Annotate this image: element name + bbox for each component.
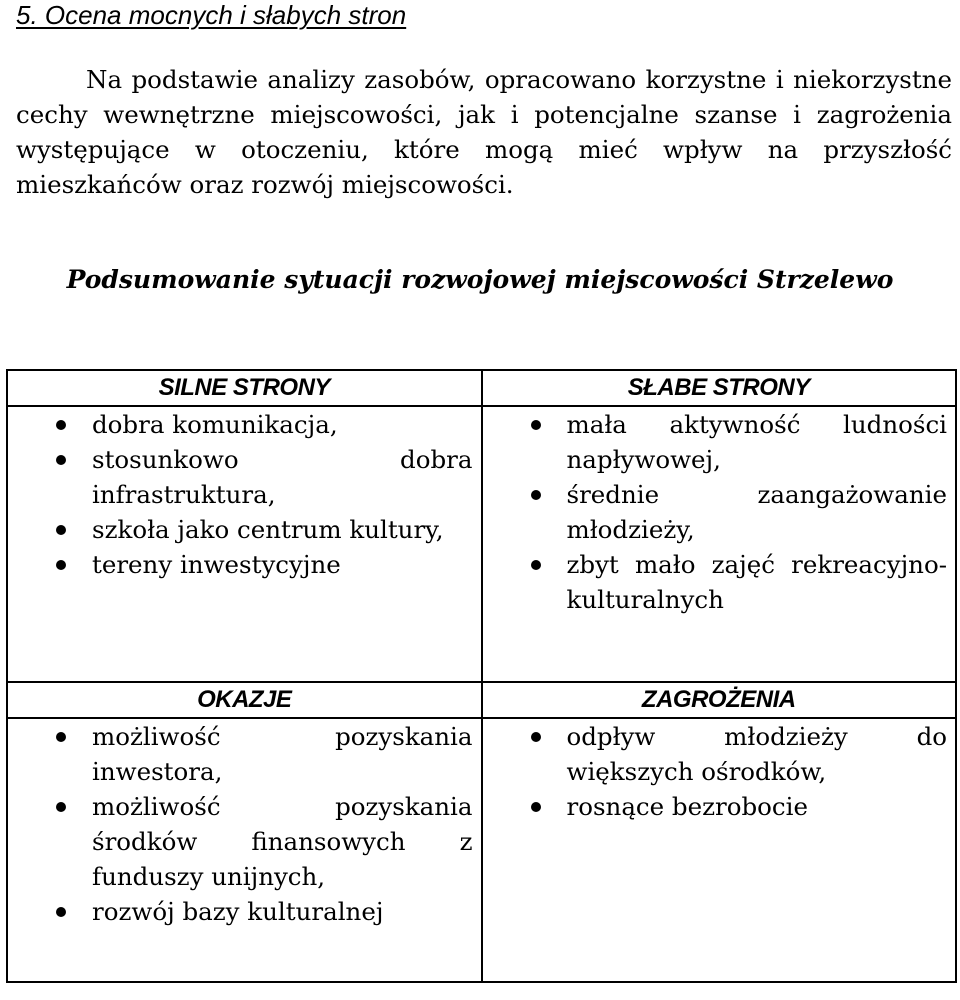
strengths-list xyxy=(8,407,481,582)
opportunities-header: OKAZJE xyxy=(7,682,482,718)
list-item: tereny inwestycyjne xyxy=(8,547,481,582)
list-item: szkoła jako centrum kultury, xyxy=(8,512,481,547)
threats-cell xyxy=(482,718,957,982)
threats-list xyxy=(483,719,956,824)
opportunities-list xyxy=(8,719,481,929)
opportunities-cell xyxy=(7,718,482,982)
weaknesses-cell xyxy=(482,406,957,682)
swot-table xyxy=(6,369,957,983)
list-item: rozwój bazy kulturalnej xyxy=(8,894,481,929)
list-item: średnie zaangażowanie młodzieży, xyxy=(483,477,956,547)
weaknesses-list xyxy=(483,407,956,617)
list-item: rosnące bezrobocie xyxy=(483,789,956,824)
strengths-header: SILNE STRONY xyxy=(7,370,482,406)
threats-header: ZAGROŻENIA xyxy=(482,682,957,718)
intro-text: Na podstawie analizy zasobów, opracowano korzystne i niekorzystne cechy wewnętrzne miejscowości, jak i potencjalne szanse i zagrożenia występujące w otoczeniu, które mogą mieć wpływ na przyszłość mieszkańców oraz rozwój miejscowości. xyxy=(16,65,952,199)
list-item: stosunkowo dobra infrastruktura, xyxy=(8,442,481,512)
list-item: zbyt mało zajęć rekreacyjno-kulturalnych xyxy=(483,547,956,617)
list-item: odpływ młodzieży do większych ośrodków, xyxy=(483,719,956,789)
list-item: mała aktywność ludności napływowej, xyxy=(483,407,956,477)
section-heading: 5. Ocena mocnych i słabych stron xyxy=(16,0,407,30)
intro-paragraph xyxy=(16,62,952,202)
list-item: możliwość pozyskania środków finansowych z funduszy unijnych, xyxy=(8,789,481,894)
summary-title: Podsumowanie sytuacji rozwojowej miejscowości Strzelewo xyxy=(66,265,894,294)
list-item: możliwość pozyskania inwestora, xyxy=(8,719,481,789)
weaknesses-header: SŁABE STRONY xyxy=(482,370,957,406)
list-item: dobra komunikacja, xyxy=(8,407,481,442)
strengths-cell xyxy=(7,406,482,682)
